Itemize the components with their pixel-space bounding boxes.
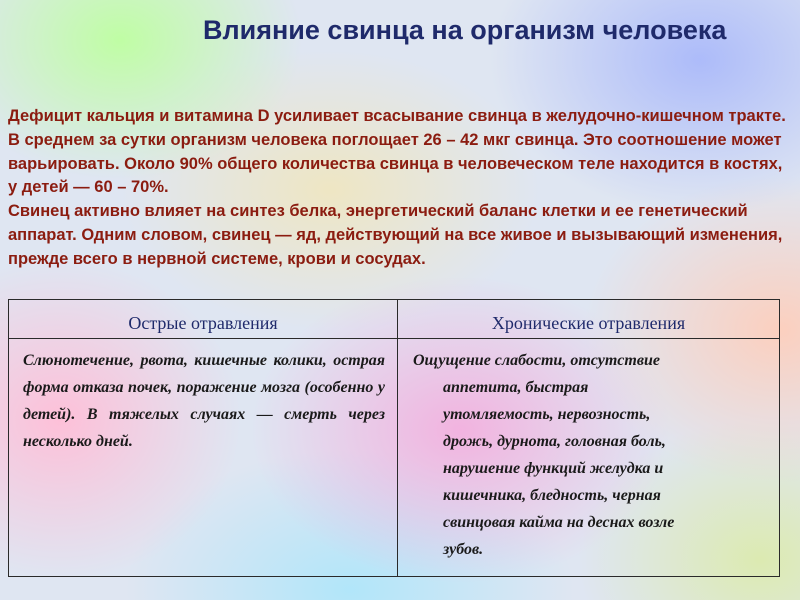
paragraph-lead-absorption: Дефицит кальция и витамина D усиливает всасывание свинца в желудочно-кишечном тракте. В среднем за сутки организм человека поглощает 26 – 42 мкг свинца. Это соотношение может варьировать. Около 90% общего количества свинца в человеческом теле находится в костях, у детей — 60 – 70%. [8, 107, 786, 197]
chronic-line: свинцовая кайма на деснах возле [443, 514, 675, 531]
chronic-line: нарушение функций желудка и [443, 460, 664, 477]
chronic-line: зубов. [443, 541, 484, 558]
paragraph-lead-effects: Свинец активно влияет на синтез белка, энергетический баланс клетки и ее генетический аппарат. Одним словом, свинец — яд, действующий на все живое и вызывающий изменения, прежде всего в нервной системе, крови и сосудах. [8, 202, 783, 268]
body-text [8, 105, 793, 272]
cell-acute-symptoms: Слюнотечение, рвота, кишечные колики, острая форма отказа почек, поражение мозга (особенно у детей). В тяжелых случаях — смерть через несколько дней. [23, 352, 385, 450]
table-header-divider [9, 338, 779, 339]
chronic-line: дрожь, дурнота, головная боль, [443, 433, 666, 450]
cell-chronic-symptoms [413, 347, 773, 563]
header-acute-poisoning: Острые отравления [128, 313, 278, 333]
table-column-divider [397, 300, 398, 576]
poisoning-table [8, 299, 780, 577]
chronic-line: утомляемость, нервозность, [443, 406, 651, 423]
chronic-line: кишечника, бледность, черная [443, 487, 661, 504]
header-chronic-poisoning: Хронические отравления [491, 313, 686, 333]
slide-title: Влияние свинца на организм человека [203, 15, 727, 45]
chronic-line: аппетита, быстрая [443, 379, 589, 396]
chronic-line: Ощущение слабости, отсутствие [413, 352, 660, 369]
